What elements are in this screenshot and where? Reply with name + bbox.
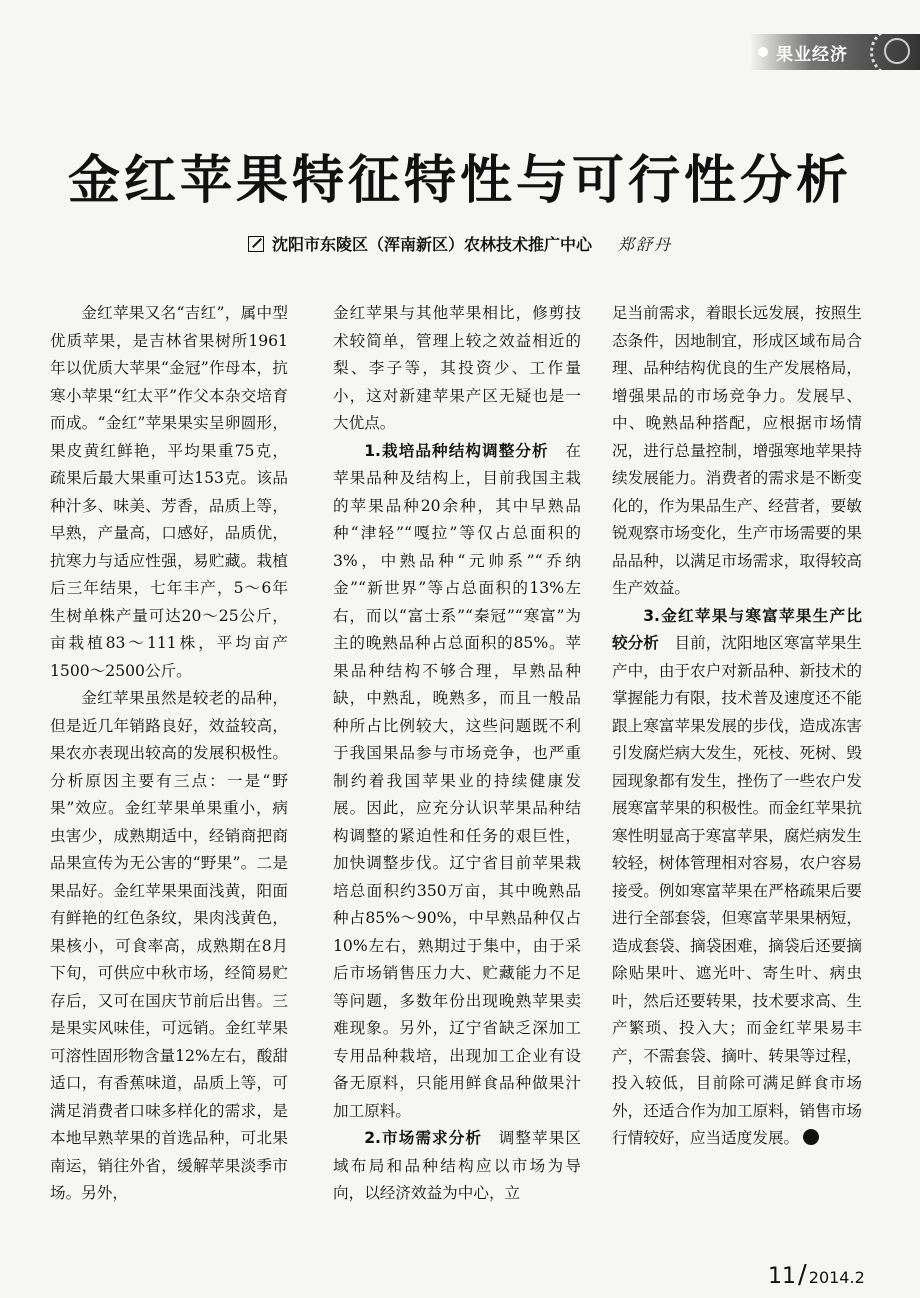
paragraph-reasons	[50, 685, 288, 1208]
ornament-icon	[884, 38, 910, 64]
section-2-text: 调整苹果区域布局和品种结构应以市场为导向，以经济效益为中心，立	[333, 1129, 581, 1202]
page-footer: 11/ 2014.2	[768, 1260, 865, 1290]
column-2	[333, 300, 581, 1208]
column-1	[50, 300, 288, 1208]
section-3-text: 目前，沈阳地区寒富苹果生产中，由于农户对新品种、新技术的掌握能力有限，技术普及速度还不能跟上寒富苹果发展的步伐，造成冻害引发腐烂病大发生，死枝、死树、毁园现象都有发生，挫伤了一些农户发展寒富苹果的积极性。而金红苹果抗寒性明显高于寒富苹果，腐烂病发生较轻，树体管理相对容易，农户容易接受。例如寒富苹果在严格疏果后要进行全部套袋，但寒富苹果果柄短，造成套袋、摘袋困难，摘袋后还要摘除贴果叶、遮光叶、寄生叶、病虫叶，然后还要转果，技术要求高、生产繁琐、投入大；而金红苹果易丰产，不需套袋、摘叶、转果等过程，投入较低，目前除可满足鲜食市场外，还适合作为加工原料，销售市场行情较好，应当适度发展。	[612, 634, 862, 1147]
column-3	[612, 300, 862, 1153]
section-2	[333, 1125, 581, 1208]
byline	[0, 232, 920, 255]
end-mark-icon	[803, 1129, 819, 1145]
section-2-cont	[612, 300, 862, 603]
paragraph-reasons-cont	[333, 300, 581, 438]
paragraph-reasons-text-cont: 金红苹果与其他苹果相比，修剪技术较简单，管理上较之效益相近的梨、李子等，其投资少、工作量小，这对新建苹果产区无疑也是一大优点。	[333, 304, 581, 432]
section-1-heading: 1.栽培品种结构调整分析	[364, 441, 549, 460]
section-banner	[750, 34, 920, 70]
section-2-text-cont: 足当前需求，着眼长远发展，按照生态条件，因地制宜，形成区域布局合理、品种结构优良的生产发展格局，增强果品的市场竞争力。发展早、中、晚熟品种搭配，应根据市场情况，进行总量控制，增强寒地苹果持续发展能力。消费者的需求是不断变化的，作为果品生产、经营者，要敏锐观察市场变化，生产市场需要的果品品种，以满足市场需求，取得较高生产效益。	[612, 304, 862, 597]
issue-number: 2014.2	[808, 1268, 865, 1287]
pen-icon	[248, 236, 264, 252]
article-title: 金红苹果特征特性与可行性分析	[67, 151, 852, 211]
author: 郑舒丹	[618, 235, 673, 254]
paragraph-intro: 金红苹果又名“吉红”，属中型优质苹果，是吉林省果树所1961年以优质大苹果“金冠”作母本，抗寒小苹果“红太平”作父本杂交培育而成。“金红”苹果果实呈卵圆形，果皮黄红鲜艳，平均果重75克，疏果后最大果重可达153克。该品种汁多、味美、芳香，品质上等，早熟，产量高，口感好，品质优，抗寒力与适应性强，易贮藏。栽植后三年结果，七年丰产，5～6年生树单株产量可达20～25公斤，亩栽植83～111株，平均亩产1500～2500公斤。	[50, 304, 288, 680]
section-1	[333, 438, 581, 1126]
section-2-heading: 2.市场需求分析	[364, 1129, 483, 1147]
section-1-text: 在苹果品种及结构上，目前我国主栽的苹果品种20余种，其中早熟品种“津轻”“嘎拉”等仅占总面积的3%，中熟品种“元帅系”“乔纳金”“新世界”等占总面积的13%左右，而以“富士系”“秦冠”“寒富”为主的晚熟品种占总面积的85%。苹果品种结构不够合理，早熟品种缺，中熟乱，晚熟多，而且一般品种所占比例较大，这些问题既不利于我国果品参与市场竞争，也严重制约着我国苹果业的持续健康发展。因此，应充分认识苹果品种结构调整的紧迫性和任务的艰巨性，加快调整步伐。辽宁省目前苹果栽培总面积约350万亩，其中晚熟品种占85%～90%，中早熟品种仅占10%左右，熟期过于集中，由于采后市场销售压力大、贮藏能力不足等问题，多数年份出现晚熟苹果卖难现象。另外，辽宁省缺乏深加工专用品种栽培，出现加工企业有设备无原料，只能用鲜食品种做果汁加工原料。	[333, 441, 581, 1120]
section-label: 果业经济	[776, 45, 848, 65]
affiliation: 沈阳市东陵区（浑南新区）农林技术推广中心	[271, 235, 592, 254]
paragraph-reasons-text: 金红苹果虽然是较老的品种，但是近几年销路良好，效益较高，果农亦表现出较高的发展积极性。分析原因主要有三点：一是“野果”效应。金红苹果单果重小，病虫害少，成熟期适中，经销商把商品果宣传为无公害的“野果”。二是果品好。金红苹果果面浅黄，阳面有鲜艳的红色条纹，果肉浅黄色，果核小，可食率高，成熟期在8月下旬，可供应中秋市场，经简易贮存后，又可在国庆节前后出售。三是果实风味佳，可远销。金红苹果可溶性固形物含量12%左右，酸甜适口，有香蕉味道，品质上等，可满足消费者口味多样化的需求，是本地早熟苹果的首选品种，可北果南运，销往外省，缓解苹果淡季市场。另外，	[50, 689, 288, 1202]
page-number: 11	[768, 1264, 796, 1289]
section-3-heading: 3.金红苹果与寒富苹果生产比较分析	[612, 606, 862, 652]
section-3	[612, 603, 862, 1153]
bullet-icon	[758, 47, 768, 57]
